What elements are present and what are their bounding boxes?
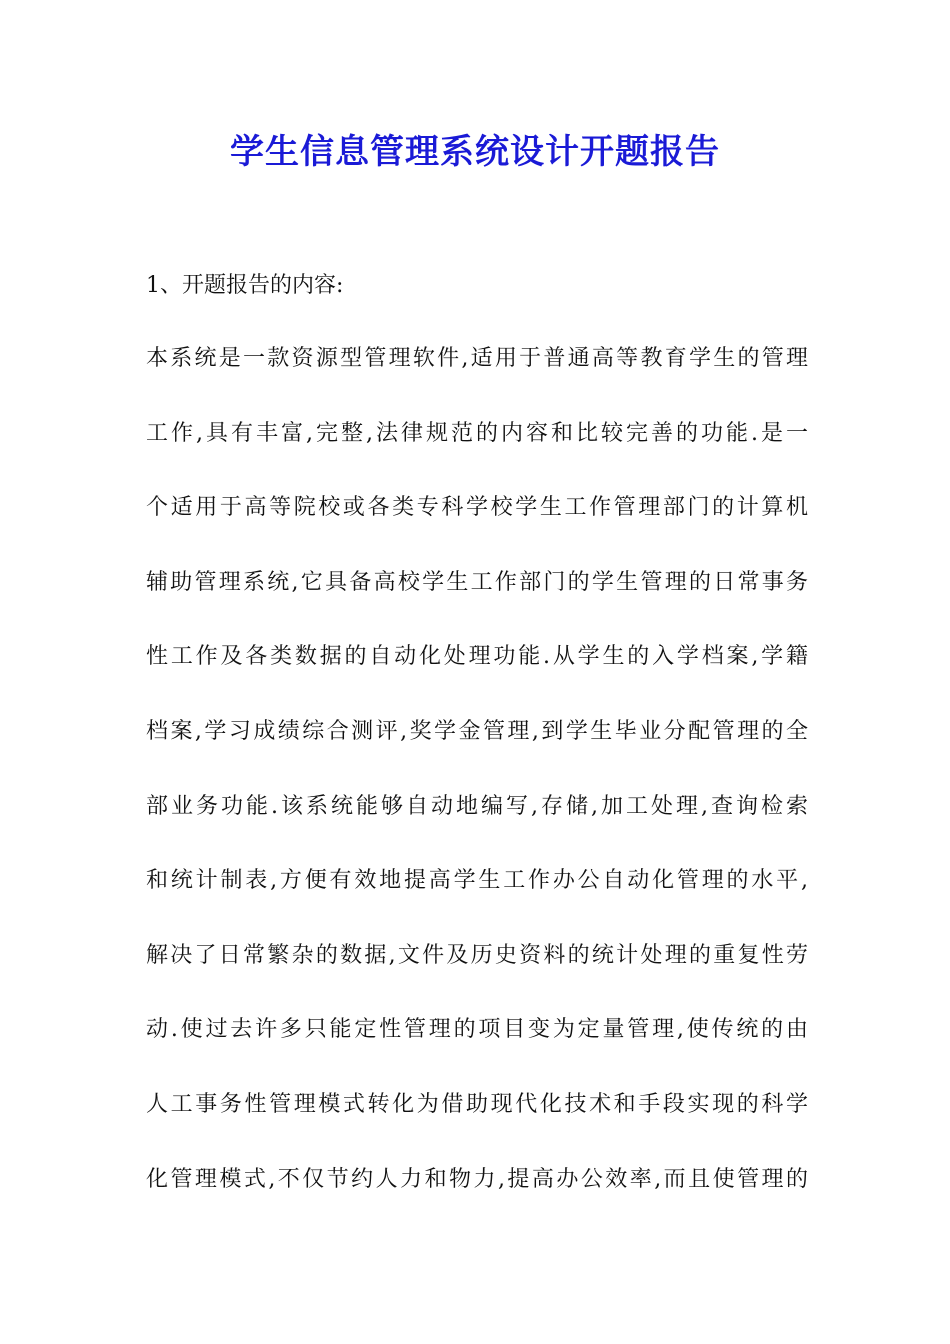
body-line: 动.使过去许多只能定性管理的项目变为定量管理,使传统的由 [146,1017,808,1043]
body-line: 和统计制表,方便有效地提高学生工作办公自动化管理的水平, [146,868,808,894]
body-line: 档案,学习成绩综合测评,奖学金管理,到学生毕业分配管理的全 [146,718,808,744]
body-line: 人工事务性管理模式转化为借助现代化技术和手段实现的科学 [146,1091,808,1117]
body-line: 化管理模式,不仅节约人力和物力,提高办公效率,而且使管理的 [146,1166,808,1192]
section-heading: 1、开题报告的内容: [146,273,344,298]
document-title: 学生信息管理系统设计开题报告 [230,132,720,172]
body-line: 辅助管理系统,它具备高校学生工作部门的学生管理的日常事务 [146,569,808,595]
body-line: 个适用于高等院校或各类专科学校学生工作管理部门的计算机 [146,495,808,521]
body-text [146,340,808,1235]
body-line: 部业务功能.该系统能够自动地编写,存储,加工处理,查询检索 [146,793,808,819]
body-line: 解决了日常繁杂的数据,文件及历史资料的统计处理的重复性劳 [146,942,808,968]
body-line: 工作,具有丰富,完整,法律规范的内容和比较完善的功能.是一 [146,420,808,446]
body-line: 性工作及各类数据的自动化处理功能.从学生的入学档案,学籍 [146,644,808,670]
body-line: 本系统是一款资源型管理软件,适用于普通高等教育学生的管理 [146,346,808,371]
